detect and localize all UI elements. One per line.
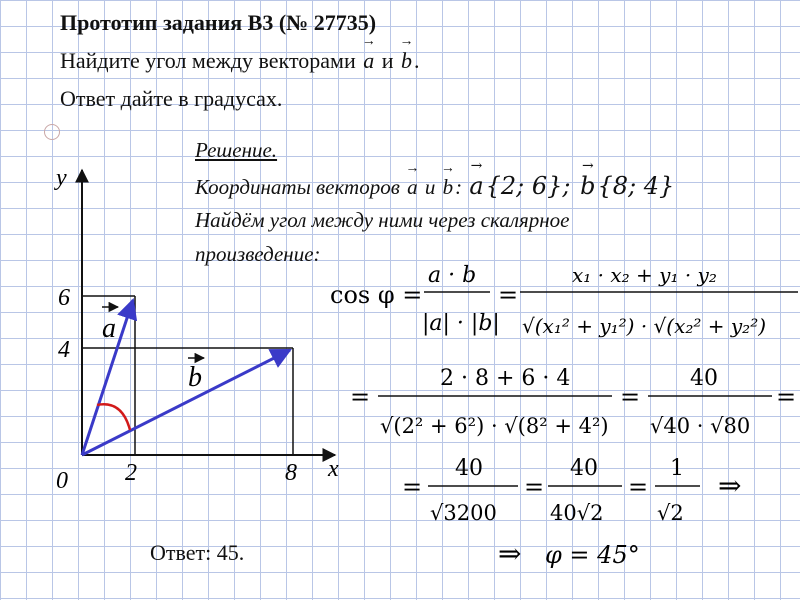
coords-a-symbol: → a (467, 172, 485, 200)
frac5-numerator: 40 (455, 456, 483, 481)
angle-arc (97, 404, 130, 430)
tick-label-6: 6 (58, 285, 70, 311)
frac6-numerator: 40 (570, 456, 598, 481)
coords-and: и (424, 175, 436, 199)
eq-3: = (620, 383, 641, 411)
task-instruction: Ответ дайте в градусах. (60, 86, 283, 111)
solution-angle-line: Найдём угол между ними через скалярное (195, 208, 570, 232)
result-phi: φ = 45° (545, 541, 640, 569)
task-prefix: Найдите угол между векторами (60, 48, 356, 73)
frac7-numerator: 1 (670, 456, 684, 481)
b-coords-value: {8; 4} (597, 172, 675, 200)
vector-a-symbol: → a (361, 48, 376, 74)
frac1-denominator: |a| · |b| (422, 311, 500, 336)
vector-b-arrow (82, 350, 290, 455)
frac5-denominator: √3200 (430, 501, 497, 525)
tick-label-2: 2 (125, 460, 137, 486)
frac4-denominator: √40 · √80 (650, 414, 751, 438)
eq-2: = (350, 383, 371, 411)
eq-6: = (524, 473, 545, 501)
cos-phi: cos φ = (330, 281, 423, 309)
coords-b-symbol: → b (578, 172, 597, 200)
implies-1: ⇒ (718, 469, 742, 502)
coords-vector-a: → a (405, 175, 420, 200)
implies-2: ⇒ (498, 537, 522, 570)
frac7-denominator: √2 (657, 501, 684, 525)
frac4-numerator: 40 (690, 366, 718, 391)
eq-1: = (498, 281, 519, 309)
tick-label-8: 8 (285, 460, 297, 486)
tick-label-4: 4 (58, 337, 70, 363)
frac3-denominator: √(2² + 6²) · √(8² + 4²) (380, 414, 609, 438)
answer-text: Ответ: 45. (150, 540, 245, 565)
vector-b-label: b (188, 362, 202, 393)
coords-colon: : (455, 175, 463, 199)
x-axis-label: x (328, 456, 339, 482)
vector-a-label: a (102, 313, 116, 344)
frac6-denominator: 40√2 (550, 501, 604, 525)
coords-prefix: Координаты векторов (195, 175, 400, 199)
eq-7: = (628, 473, 649, 501)
origin-label: 0 (56, 468, 68, 494)
eq-4: = (776, 383, 797, 411)
task-title: Прототип задания B3 (№ 27735) (60, 10, 377, 35)
task-and: и (381, 48, 394, 73)
a-coords-value: {2; 6}; (485, 172, 571, 200)
y-axis-label: y (56, 165, 67, 191)
vector-b-symbol: → b (399, 48, 414, 74)
frac2-denominator: √(x₁² + y₁²) · √(x₂² + y₂²) (522, 314, 767, 338)
frac2-numerator: x₁ · x₂ + y₁ · y₂ (572, 263, 717, 287)
eq-5: = (402, 473, 423, 501)
task-period: . (414, 48, 420, 73)
solution-product-line: произведение: (195, 242, 321, 266)
frac3-numerator: 2 · 8 + 6 · 4 (440, 366, 571, 391)
solution-heading: Решение. (195, 138, 278, 162)
frac1-numerator: a · b (428, 263, 477, 288)
coords-vector-b: → b (441, 175, 456, 200)
